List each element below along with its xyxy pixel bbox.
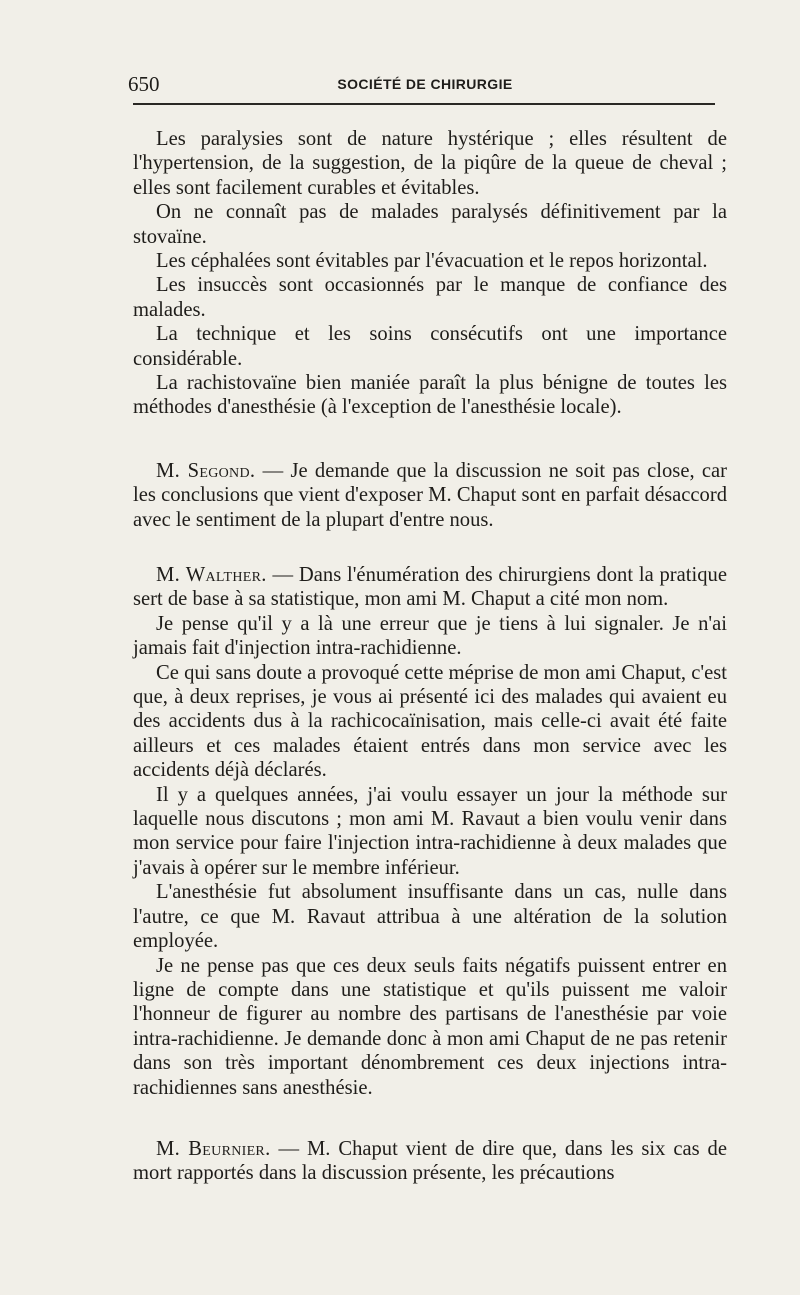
walther-paragraph: Il y a quelques années, j'ai voulu essayer un jour la méthode sur laquelle nous discutons ; mon ami M. Ravaut a bien voulu venir dans mon service pour faire l'injection intra-rachidienne à deux malades que j'avais à opérer sur le membre inférieur. — [133, 783, 727, 879]
running-title: SOCIÉTÉ DE CHIRURGIE — [337, 76, 513, 92]
walther-paragraph: L'anesthésie fut absolument insuffisante dans un cas, nulle dans l'autre, ce que M. Ravaut attribua à une altération de la solution employée. — [133, 881, 727, 953]
conclusion-paragraph: Les céphalées sont évitables par l'évacuation et le repos horizontal. — [156, 250, 708, 273]
segond-paragraph — [133, 459, 727, 532]
walther-intro-paragraph — [133, 563, 727, 612]
page-number: 650 — [128, 72, 160, 96]
beurnier-section — [133, 1137, 727, 1186]
walther-paragraph: Ce qui sans doute a provoqué cette méprise de mon ami Chaput, c'est que, à deux reprises, je vous ai présenté ici des malades qui avaient eu des accidents dus à la rachicocaïnisation, mais celle-ci avait été faite ailleurs et ces malades étaient entrés dans mon service avec les accidents déjà déclarés. — [133, 661, 727, 782]
beurnier-paragraph — [133, 1137, 727, 1186]
conclusion-paragraph: On ne connaît pas de malades paralysés définitivement par la stovaïne. — [133, 201, 727, 248]
conclusion-paragraph: Les paralysies sont de nature hystérique ; elles résultent de l'hypertension, de la suggestion, de la piqûre de la queue de cheval ; elles sont facilement curables et évitables. — [133, 128, 727, 199]
segond-text: — Je demande que la discussion ne soit pas close, car les conclusions que vient d'exposer M. Chaput sont en parfait désaccord avec le sentiment de la plupart d'entre nous. — [133, 460, 728, 531]
conclusion-paragraph: La rachistovaïne bien maniée paraît la plus bénigne de toutes les méthodes d'anesthésie (à l'exception de l'anesthésie locale). — [133, 372, 727, 419]
conclusion-paragraph: Les insuccès sont occasionnés par le manque de confiance des malades. — [133, 274, 727, 321]
walther-paragraph: Je pense qu'il y a là une erreur que je tiens à lui signaler. Je n'ai jamais fait d'injection intra-rachidienne. — [133, 612, 727, 660]
beurnier-text: — M. Chaput vient de dire que, dans les six cas de mort rapportés dans la discussion présente, les précautions — [133, 1138, 727, 1185]
conclusion-paragraph: La technique et les soins consécutifs ont une importance considérable. — [133, 323, 727, 370]
speaker-name: M. Segond. — [156, 460, 256, 482]
walther-intro-text: — Dans l'énumération des chirurgiens dont la pratique sert de base à sa statistique, mon ami M. Chaput a cité mon nom. — [133, 564, 727, 611]
speaker-name: M. Walther. — [156, 564, 267, 586]
walther-section — [133, 563, 727, 1100]
running-head — [128, 72, 722, 96]
header-rule — [133, 103, 715, 105]
segond-section — [133, 459, 727, 532]
conclusions-section — [133, 127, 727, 420]
walther-paragraph: Je ne pense pas que ces deux seuls faits négatifs puissent entrer en ligne de compte dans une statistique et qu'ils puissent me valoir l'honneur de figurer au nombre des partisans de l'anesthésie par voie intra-rachidienne. Je demande donc à mon ami Chaput de ne pas retenir dans son très important dénombrement ces deux injections intra-rachidiennes sans anesthésie. — [133, 954, 727, 1099]
speaker-name: M. Beurnier. — [156, 1138, 271, 1160]
